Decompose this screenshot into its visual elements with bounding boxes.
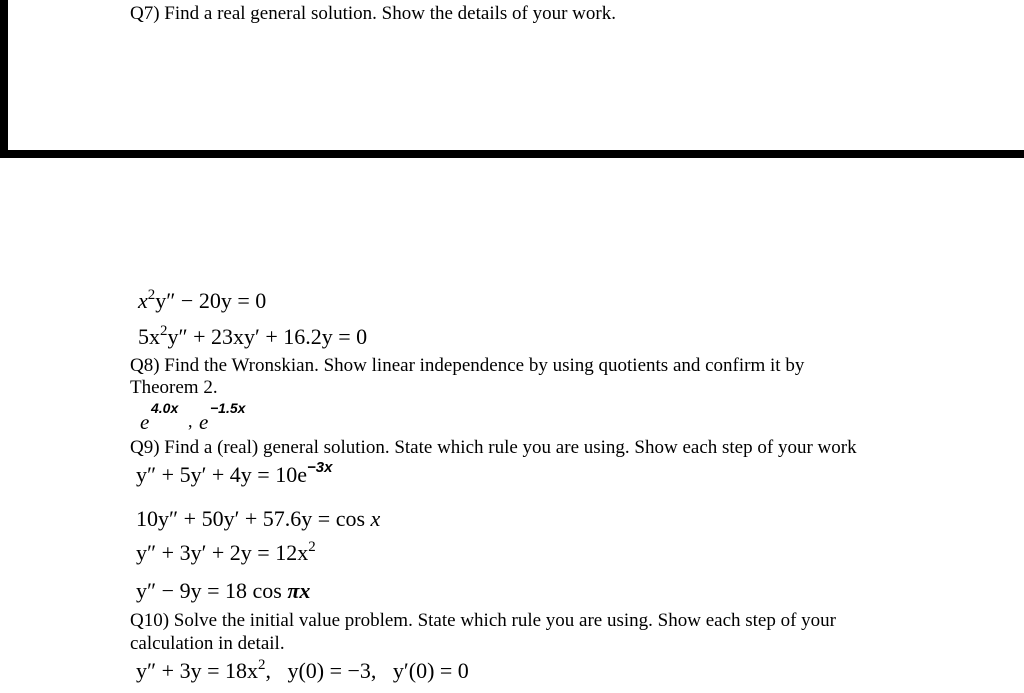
q9-eq2-var: x: [370, 506, 381, 531]
q9-eq1-exp: −3x: [306, 459, 333, 476]
q9-prompt: Q9) Find a (real) general solution. State which rule you are using. Show each step of your work: [130, 437, 857, 458]
q8-f2-base: e: [199, 410, 209, 434]
q8-f2-exp: −1.5x: [210, 400, 246, 416]
q7-eq2-var: 5x: [138, 324, 160, 349]
q9-equation-2: [136, 508, 380, 530]
left-border: [0, 0, 8, 158]
q7-eq2-rest: y″ + 23xy′ + 16.2y = 0: [167, 324, 368, 349]
q8-functions: [140, 400, 340, 434]
q7-prompt: Q7) Find a real general solution. Show the details of your work.: [130, 3, 616, 24]
q7-eq1-var: x: [138, 288, 148, 313]
q9-eq3-lhs: y″ + 3y′ + 2y = 12x: [136, 540, 309, 565]
q8-sep: ,: [188, 411, 193, 431]
q8-prompt-line1: Q8) Find the Wronskian. Show linear independence by using quotients and confirm it by: [130, 355, 805, 376]
q9-eq4-var: πx: [287, 578, 311, 603]
q9-equation-3: [136, 538, 316, 565]
q7-eq2-exp: 2: [160, 322, 168, 339]
q8-prompt-line2: Theorem 2.: [130, 377, 218, 398]
q10-prompt-line2: calculation in detail.: [130, 633, 285, 654]
q9-eq3-exp: 2: [308, 538, 316, 555]
q9-eq4-lhs: y″ − 9y = 18 cos: [136, 578, 288, 603]
q10-eq-lhs: y″ + 3y = 18x: [136, 658, 258, 683]
q9-eq1-lhs: y″ + 5y′ + 4y = 10e: [136, 462, 307, 487]
q7-equation-1: [138, 286, 267, 313]
q10-equation: [136, 656, 469, 683]
q10-eq-exp: 2: [257, 656, 266, 673]
q10-eq-conditions: , y(0) = −3, y′(0) = 0: [265, 658, 469, 683]
section-divider: [0, 150, 1024, 158]
q8-f1-base: e: [140, 410, 150, 434]
q10-prompt-line1: Q10) Solve the initial value problem. State which rule you are using. Show each step of your: [130, 610, 837, 631]
q9-equation-4: [136, 580, 310, 602]
q9-eq2-lhs: 10y″ + 50y′ + 57.6y = cos: [136, 506, 371, 531]
q8-f1-exp: 4.0x: [151, 400, 179, 416]
q7-eq1-rest: y″ − 20y = 0: [155, 288, 267, 313]
q7-eq1-exp: 2: [147, 286, 156, 303]
q7-equation-2: [138, 322, 368, 349]
q9-equation-1: [136, 459, 333, 487]
